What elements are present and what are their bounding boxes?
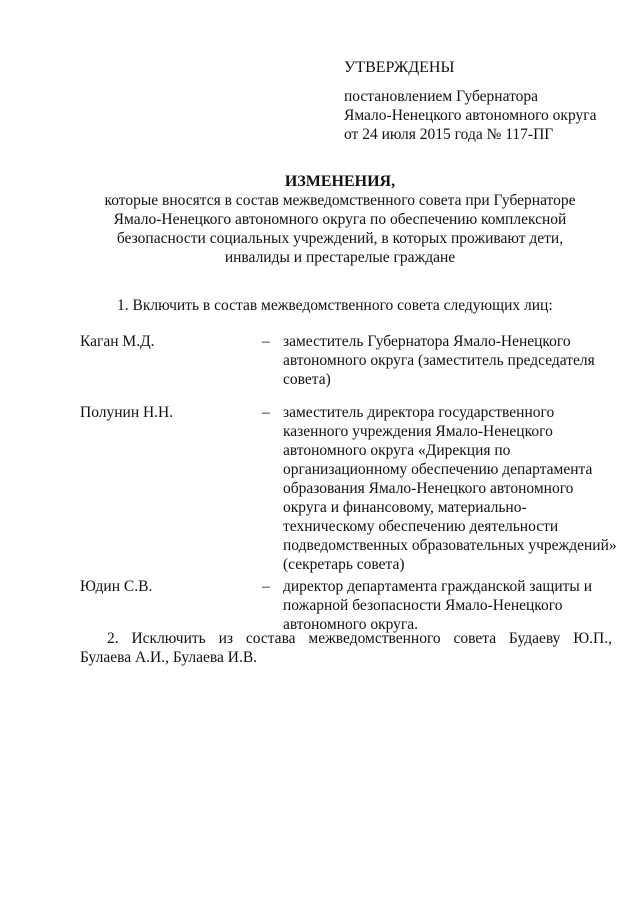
member-name: Юдин С.В. <box>80 578 153 595</box>
paragraph-include: 1. Включить в состав межведомственного совета следующих лиц: <box>117 297 553 314</box>
approval-line: постановлением Губернатора <box>344 88 539 105</box>
member-role-line: автономного округа «Дирекция по <box>283 442 511 459</box>
member-role-line: заместитель директора государственного <box>283 404 555 421</box>
document-subtitle-line: безопасности социальных учреждений, в которых проживают дети, <box>116 230 564 247</box>
paragraph-exclude-line: 2. Исключить из состава межведомственного совета Будаеву Ю.П., <box>107 630 612 647</box>
member-name: Каган М.Д. <box>80 333 155 350</box>
member-dash: – <box>262 333 270 350</box>
member-role-line: техническому обеспечению деятельности <box>283 518 559 535</box>
member-role-line: заместитель Губернатора Ямало-Ненецкого <box>283 333 571 350</box>
document-subtitle-line: инвалиды и престарелые граждане <box>224 249 456 266</box>
member-role-line: автономного округа (заместитель председателя <box>283 352 595 369</box>
document-heading <box>80 172 600 267</box>
member-dash: – <box>262 404 270 421</box>
document-subtitle-line: которые вносятся в состав межведомственного совета при Губернаторе <box>104 192 576 209</box>
paragraph-exclude <box>80 629 612 667</box>
member-role-line: подведомственных образовательных учреждений» <box>283 537 617 554</box>
member-role <box>283 577 623 634</box>
member-role <box>283 403 623 574</box>
member-role-line: (секретарь совета) <box>283 556 405 573</box>
member-role-line: организационному обеспечению департамента <box>283 461 593 478</box>
member-role-line: образования Ямало-Ненецкого автономного <box>283 480 574 497</box>
approval-line: от 24 июля 2015 года № 117-ПГ <box>344 126 554 143</box>
document-subtitle-line: Ямало-Ненецкого автономного округа по обеспечению комплексной <box>113 211 567 228</box>
member-role-line: совета) <box>283 371 331 388</box>
approval-title: УТВЕРЖДЕНЫ <box>344 59 455 76</box>
member-dash: – <box>262 578 270 595</box>
member-role <box>283 332 623 389</box>
paragraph-exclude-line: Булаева А.И., Булаева И.В. <box>80 649 258 666</box>
approval-line: Ямало-Ненецкого автономного округа <box>344 107 597 124</box>
member-role-line: пожарной безопасности Ямало-Ненецкого <box>283 597 563 614</box>
member-name: Полунин Н.Н. <box>80 404 174 421</box>
member-role-line: автономного округа. <box>283 616 419 633</box>
member-role-line: казенного учреждения Ямало-Ненецкого <box>283 423 553 440</box>
member-role-line: директор департамента гражданской защиты и <box>283 578 593 595</box>
member-role-line: округа и финансовому, материально- <box>283 499 527 516</box>
document-title: ИЗМЕНЕНИЯ, <box>284 173 396 190</box>
approval-block <box>344 58 624 144</box>
